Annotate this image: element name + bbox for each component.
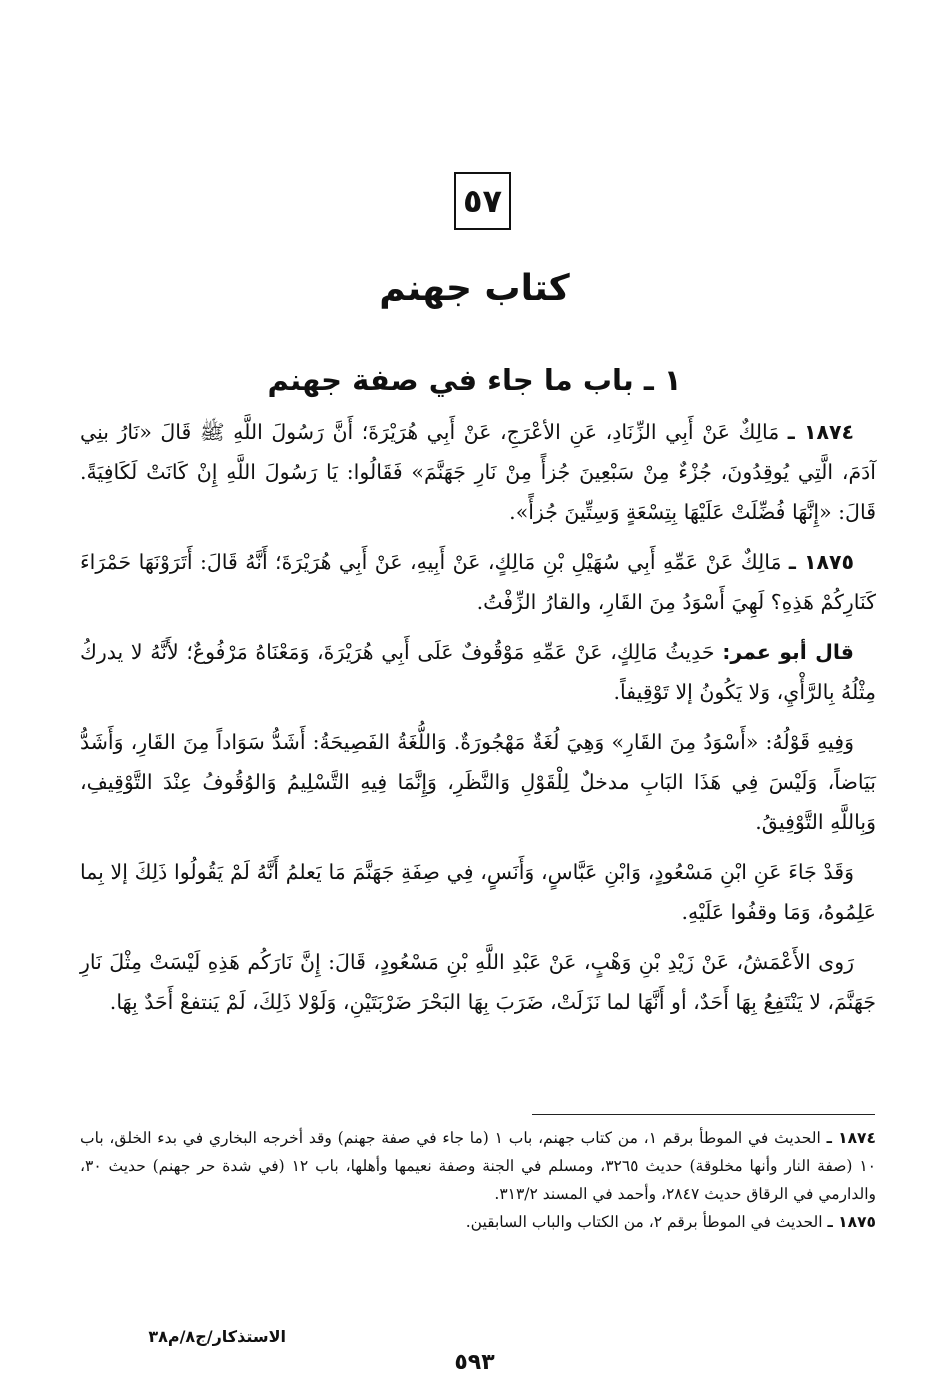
- footnote-number: ١٨٧٥ ـ: [827, 1213, 876, 1231]
- hadith-paragraph: [80, 542, 876, 622]
- commentary-paragraph: [80, 632, 876, 712]
- commentary-text: وَقَدْ جَاءَ عَنِ ابْنِ مَسْعُودٍ، وَابْنِ عَبَّاسٍ، وَأَنَسٍ، فِي صِفَةِ جَهَنَّمَ مَا يَعلمُ أَنَّهُ لَمْ يَقُولُوا ذَلِكَ إلا بِما عَلِمُوهُ، وَمَا وقفُوا عَلَيْهِ.: [80, 860, 876, 924]
- chapter-number: ٥٧: [462, 182, 503, 220]
- hadith-text: مَالِكٌ عَنْ أَبِي الزِّنَادِ، عَنِ الأعْرَجِ، عَنْ أَبِي هُرَيْرَةَ؛ أَنَّ رَسُولَ اللَّهِ ﷺ قَالَ «نَارُ بنِي آدَمَ، الَّتِي يُوقِدُونَ، جُزْءٌ مِنْ سَبْعِينَ جُزأً مِنْ نَارِ جَهَنَّمَ» فَقَالُوا: يَا رَسُولَ اللَّهِ إِنْ كَانَتْ لَكَافِيَةً. قَالَ: «إِنَّهَا فُضِّلَتْ عَلَيْهَا بِتِسْعَةٍ وَسِتِّينَ جُزأً».: [80, 420, 876, 524]
- hadith-number: ١٨٧٤ ـ: [787, 420, 854, 444]
- footnote-number: ١٨٧٤ ـ: [826, 1129, 876, 1147]
- book-title: كتاب جهنم: [379, 268, 570, 309]
- footnote: [80, 1124, 876, 1208]
- commentary-text: حَدِيثُ مَالِكٍ، عَنْ عَمِّهِ مَوْقُوفٌ عَلَى أَبِي هُرَيْرَةَ، وَمَعْنَاهُ مَرْفُوعٌ؛ لأَنَّهُ لا يدركُ مِثْلُهُ بِالرَّأْيِ، وَلا يَكُونُ إلا تَوْقِيفاً.: [80, 640, 876, 704]
- footnote-separator: [532, 1114, 875, 1115]
- commentary-paragraph: [80, 852, 876, 932]
- footnote-text: الحديث في الموطأ برقم ١، من كتاب جهنم، باب ١ (ما جاء في صفة جهنم) وقد أخرجه البخاري في بدء الخلق، باب ١٠ (صفة النار وأنها مخلوقة) حديث ٣٢٦٥، ومسلم في الجنة وصفة نعيمها وأهلها، باب ١٢ (في شدة حر جهنم) حديث ٣٠، والدارمي في الرقاق حديث ٢٨٤٧، وأحمد في المسند ٣١٣/٢.: [80, 1129, 876, 1203]
- commentary-paragraph: [80, 722, 876, 842]
- hadith-paragraph: [80, 412, 876, 532]
- volume-signature: الاستذكار/ج٨/م٣٨: [148, 1327, 286, 1346]
- commentary-text: رَوى الأَعْمَشُ، عَنْ زَيْدِ بْنِ وَهْبٍ، عَنْ عَبْدِ اللَّهِ بْنِ مَسْعُودٍ، قَالَ: إِنَّ نَارَكُم هَذِهِ لَيْسَتْ مِثْلَ نَارِ جَهَنَّمَ، لا يَنْتَفِعُ بِهَا أَحَدٌ، أو أَنَّهَا لما نَزَلَتْ، ضَرَبَ بِهَا البَحْرَ ضَرْبَتَيْنِ، وَلَوْلا ذَلِكَ، لَمْ يَنتفعْ أَحَدٌ بِهَا.: [80, 950, 876, 1014]
- commentary-paragraph: [80, 942, 876, 1022]
- commentary-speaker: قال أبو عمر:: [722, 640, 854, 664]
- section-title: ١ ـ باب ما جاء في صفة جهنم: [267, 363, 682, 397]
- page-number: ٥٩٣: [454, 1350, 495, 1375]
- main-text: [80, 412, 876, 1032]
- commentary-text: وَفِيهِ قَوْلُهُ: «أَسْوَدُ مِنَ القَارِ» وَهِيَ لُغَةٌ مَهْجُورَةٌ. وَاللُّغَةُ الفَصِيحَةُ: أَشَدُّ سَوَاداً مِنَ القَارِ، وَأَشَدُّ بَيَاضاً، وَلَيْسَ فِي هَذَا البَابِ مدخلٌ لِلْقَوْلِ وَالنَّظَرِ، وَإِنَّمَا فِيهِ التَّسْلِيمُ وَالوُقُوفُ عِنْدَ التَّوْقِيفِ، وَبِاللَّهِ التَّوْفِيقُ.: [80, 730, 876, 834]
- hadith-text: مَالِكٌ عَنْ عَمِّهِ أَبِي سُهَيْلِ بْنِ مَالِكٍ، عَنْ أَبِيهِ، عَنْ أَبِي هُرَيْرَةَ؛ أَنَّهُ قَالَ: أَتَرَوْنَهَا حَمْرَاءَ كَنَارِكُمْ هَذِهِ؟ لَهِيَ أَسْوَدُ مِنَ القَارِ، والقارُ الزِّفْتُ.: [80, 550, 876, 614]
- footnote-text: الحديث في الموطأ برقم ٢، من الكتاب والباب السابقين.: [465, 1213, 823, 1231]
- footnotes: [80, 1124, 876, 1236]
- chapter-number-box: [454, 172, 511, 230]
- hadith-number: ١٨٧٥ ـ: [788, 550, 854, 574]
- footnote: [80, 1208, 876, 1236]
